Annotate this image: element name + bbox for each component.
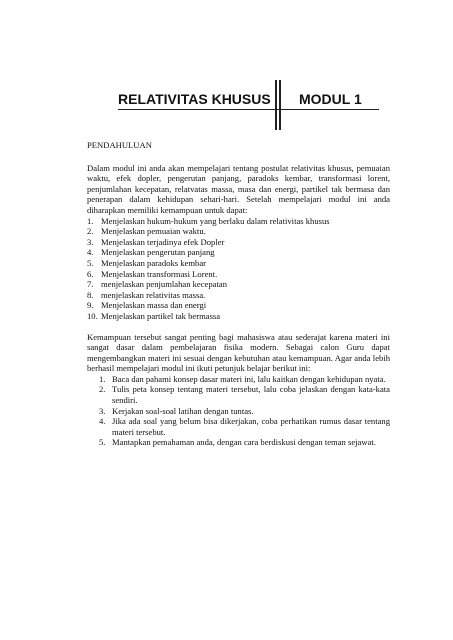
list-item: 4. Jika ada soal yang belum bisa dikerjakan, coba perhatikan rumus dasar tentang materi tersebut. (99, 416, 390, 437)
list-item: 4. Menjelaskan pengerutan panjang (87, 247, 215, 258)
list-item: 2. Tulis peta konsep tentang materi tersebut, lalu coba jelaskan dengan kata-kata sendiri. (99, 384, 390, 406)
objectives-list (87, 216, 390, 322)
importance-paragraph: Kemampuan tersebut sangat penting bagi mahasiswa atau sederajat karena materi ini sangat dasar dalam pembelajaran fisika modern. Sebagai calon Guru dapat mengembangkan materi ini sesuai dengan kebutuhan atau kemampuan. Agar anda lebih berhasil mempelajari modul ini ikuti petunjuk belajar berikut ini: (87, 331, 390, 374)
header-rule (118, 109, 379, 110)
list-item: 1. Menjelaskan hukum-hukum yang berlaku dalam relativitas khusus (87, 215, 330, 226)
list-item: 10. Menjelaskan partikel tak bermassa (87, 310, 221, 321)
list-item: 3. Kerjakan soal-soal latihan dengan tuntas. (99, 405, 254, 416)
list-item: 1. Baca dan pahami konsep dasar materi ini, lalu kaitkan dengan kehidupan nyata. (99, 373, 386, 384)
intro-paragraph: Dalam modul ini anda akan mempelajari tentang postulat relativitas khusus, pemuaian waktu, efek dopler, pengerutan panjang, paradoks kembar, transformasi lorent, penjumlahan kecepatan, relatvatas massa, masa dan energi, partikel tak bermasa dan penerapan dalam kehidupan sehari-hari. Setelah mempelajari modul ini anda diharapkan memiliki kemampuan untuk dapat: (87, 162, 390, 215)
header-divider-left (275, 80, 277, 130)
study-steps-list (87, 374, 390, 448)
document-body (87, 140, 390, 448)
list-item: 5. Mantapkan pemahaman anda, dengan cara berdiskusi dengan teman sejawat. (99, 437, 376, 448)
list-item: 8. menjelaskan relativitas massa. (87, 289, 206, 300)
list-item: 6. Menjelaskan transformasi Lorent. (87, 268, 218, 279)
section-heading: PENDAHULUAN (87, 140, 152, 150)
list-item: 2. Menjelaskan pemuaian waktu. (87, 226, 206, 237)
list-item: 5. Menjelaskan paradoks kembar (87, 257, 206, 268)
module-number: MODUL 1 (299, 91, 362, 107)
header-divider-right (279, 80, 281, 130)
module-title: RELATIVITAS KHUSUS (118, 91, 271, 107)
list-item: 3. Menjelaskan terjadinya efek Dopler (87, 236, 225, 247)
list-item: 9. Menjelaskan massa dan energi (87, 300, 207, 311)
list-item: 7. menjelaskan penjumlahan kecepatan (87, 279, 227, 290)
